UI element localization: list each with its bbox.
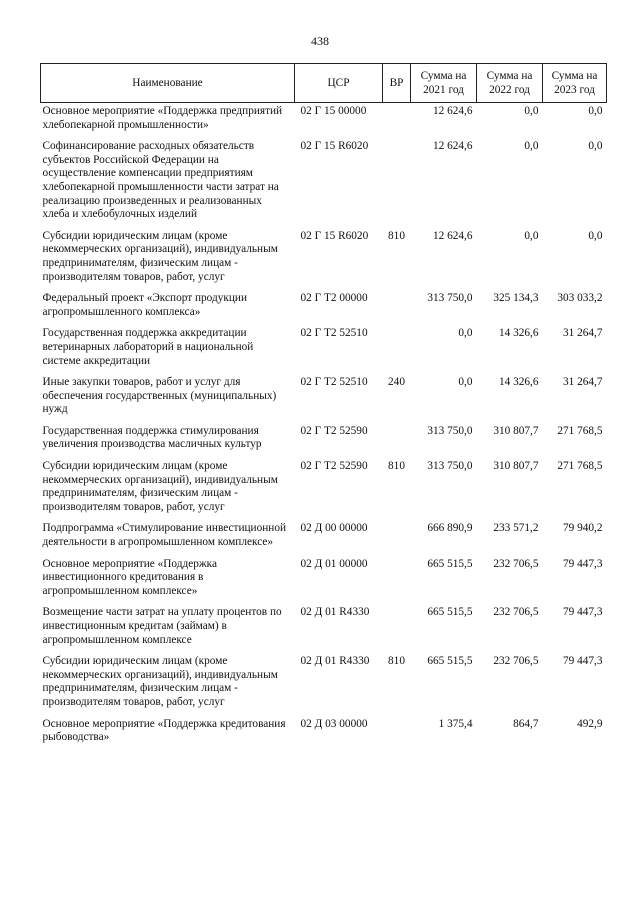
table-row bbox=[41, 555, 607, 604]
table-row bbox=[41, 227, 607, 289]
row-sum-2022: 0,0 bbox=[524, 140, 539, 153]
row-sum-2022: 14 326,6 bbox=[498, 327, 539, 340]
row-sum-2021: 313 750,0 bbox=[427, 292, 473, 305]
table-row bbox=[41, 603, 607, 652]
row-sum-2021: 665 515,5 bbox=[427, 557, 473, 570]
row-csr: 02 Д 03 00000 bbox=[300, 717, 368, 730]
row-name: Подпрограмма «Стимулирование инвестиционной деятельности в агропромышленном комплексе» bbox=[42, 522, 287, 549]
row-csr: 02 Г Т2 52510 bbox=[300, 376, 368, 389]
row-sum-2021: 0,0 bbox=[458, 376, 473, 389]
row-vr bbox=[383, 137, 411, 227]
row-csr: 02 Г Т2 52510 bbox=[300, 327, 368, 340]
row-name: Иные закупки товаров, работ и услуг для обеспечения государственных (муниципальных) нужд bbox=[42, 376, 277, 416]
table-row bbox=[41, 103, 607, 138]
row-name: Субсидии юридическим лицам (кроме некоммерческих организаций), индивидуальным предпринимателям, физическим лицам - производителям товаров, работ, услуг bbox=[42, 460, 278, 513]
row-sum-2022: 0,0 bbox=[524, 105, 539, 117]
row-name: Софинансирование расходных обязательств субъектов Российской Федерации на осуществление компенсации предприятиям хлебопекарной промышленности части затрат на реализацию произведенных и реализованных хлеба и хлебобулочных изделий bbox=[42, 140, 279, 221]
row-vr: 240 bbox=[388, 376, 405, 389]
header-name: Наименование bbox=[41, 64, 295, 103]
row-sum-2023: 79 447,3 bbox=[562, 606, 603, 619]
row-name: Государственная поддержка стимулирования увеличения производства масличных культур bbox=[42, 424, 262, 451]
row-sum-2022: 310 807,7 bbox=[493, 460, 539, 473]
row-csr: 02 Д 01 R4330 bbox=[300, 655, 370, 668]
row-name: Основное мероприятие «Поддержка кредитования рыбоводства» bbox=[42, 717, 286, 744]
row-sum-2023: 31 264,7 bbox=[562, 376, 603, 389]
table-row bbox=[41, 137, 607, 227]
row-sum-2023: 303 033,2 bbox=[557, 292, 603, 305]
header-sum-2023: Сумма на 2023 год bbox=[543, 64, 607, 103]
header-vr: ВР bbox=[383, 64, 411, 103]
row-sum-2022: 325 134,3 bbox=[493, 292, 539, 305]
row-sum-2023: 0,0 bbox=[588, 140, 603, 153]
row-sum-2021: 666 890,9 bbox=[427, 522, 473, 535]
row-csr: 02 Д 00 00000 bbox=[300, 522, 368, 535]
header-csr: ЦСР bbox=[295, 64, 383, 103]
row-sum-2021: 313 750,0 bbox=[427, 424, 473, 437]
row-sum-2021: 0,0 bbox=[458, 327, 473, 340]
row-vr bbox=[383, 519, 411, 554]
row-sum-2023: 0,0 bbox=[588, 105, 603, 117]
row-sum-2021: 12 624,6 bbox=[432, 140, 473, 153]
table-row bbox=[41, 652, 607, 714]
row-sum-2021: 12 624,6 bbox=[432, 229, 473, 242]
row-vr bbox=[383, 324, 411, 373]
row-sum-2021: 1 375,4 bbox=[438, 717, 473, 730]
row-sum-2021: 12 624,6 bbox=[432, 105, 473, 117]
row-sum-2023: 0,0 bbox=[588, 229, 603, 242]
table-row bbox=[41, 289, 607, 324]
row-csr: 02 Г Т2 52590 bbox=[300, 424, 368, 437]
row-name: Основное мероприятие «Поддержка предприятий хлебопекарной промышленности» bbox=[42, 105, 283, 131]
row-csr: 02 Г 15 R6020 bbox=[300, 229, 369, 242]
row-sum-2023: 79 940,2 bbox=[562, 522, 603, 535]
row-sum-2021: 665 515,5 bbox=[427, 655, 473, 668]
row-sum-2022: 0,0 bbox=[524, 229, 539, 242]
row-sum-2022: 233 571,2 bbox=[493, 522, 539, 535]
row-sum-2022: 232 706,5 bbox=[493, 606, 539, 619]
row-vr: 810 bbox=[388, 229, 405, 242]
row-csr: 02 Д 01 00000 bbox=[300, 557, 368, 570]
row-name: Федеральный проект «Экспорт продукции агропромышленного комплекса» bbox=[42, 292, 248, 318]
row-vr bbox=[383, 715, 411, 750]
table-row bbox=[41, 422, 607, 457]
row-sum-2023: 492,9 bbox=[577, 717, 603, 730]
row-csr: 02 Г 15 R6020 bbox=[300, 140, 369, 153]
row-sum-2023: 31 264,7 bbox=[562, 327, 603, 340]
row-vr bbox=[383, 103, 411, 138]
table-row bbox=[41, 457, 607, 519]
row-sum-2022: 864,7 bbox=[513, 717, 539, 730]
table-row bbox=[41, 519, 607, 554]
row-vr: 810 bbox=[388, 460, 405, 473]
budget-table-container bbox=[40, 63, 606, 750]
row-name: Государственная поддержка аккредитации ветеринарных лабораторий в национальной системе аккредитации bbox=[42, 327, 254, 367]
row-sum-2022: 232 706,5 bbox=[493, 655, 539, 668]
row-vr bbox=[383, 289, 411, 324]
row-vr bbox=[383, 603, 411, 652]
table-row bbox=[41, 373, 607, 422]
row-vr: 810 bbox=[388, 655, 405, 668]
row-name: Возмещение части затрат на уплату процентов по инвестиционным кредитам (займам) в агропромышленном комплексе bbox=[42, 606, 282, 646]
row-sum-2021: 665 515,5 bbox=[427, 606, 473, 619]
header-sum-2022: Сумма на 2022 год bbox=[477, 64, 543, 103]
row-sum-2021: 313 750,0 bbox=[427, 460, 473, 473]
page-number: 438 bbox=[311, 34, 329, 48]
table-row bbox=[41, 324, 607, 373]
row-sum-2023: 271 768,5 bbox=[557, 460, 603, 473]
row-sum-2023: 79 447,3 bbox=[562, 655, 603, 668]
row-sum-2023: 79 447,3 bbox=[562, 557, 603, 570]
header-sum-2021: Сумма на 2021 год bbox=[411, 64, 477, 103]
budget-table bbox=[40, 63, 607, 750]
row-csr: 02 Д 01 R4330 bbox=[300, 606, 370, 619]
table-header-row bbox=[41, 64, 607, 103]
row-sum-2022: 232 706,5 bbox=[493, 557, 539, 570]
row-name: Субсидии юридическим лицам (кроме некоммерческих организаций), индивидуальным предпринимателям, физическим лицам - производителям товаров, работ, услуг bbox=[42, 655, 278, 708]
row-vr bbox=[383, 555, 411, 604]
row-sum-2023: 271 768,5 bbox=[557, 424, 603, 437]
row-name: Основное мероприятие «Поддержка инвестиционного кредитования в агропромышленном комплексе» bbox=[42, 557, 218, 597]
row-csr: 02 Г Т2 52590 bbox=[300, 460, 368, 473]
row-name: Субсидии юридическим лицам (кроме некоммерческих организаций), индивидуальным предпринимателям, физическим лицам - производителям товаров, работ, услуг bbox=[42, 229, 278, 283]
row-csr: 02 Г Т2 00000 bbox=[300, 292, 368, 305]
table-row bbox=[41, 715, 607, 750]
row-sum-2022: 310 807,7 bbox=[493, 424, 539, 437]
row-vr bbox=[383, 422, 411, 457]
row-sum-2022: 14 326,6 bbox=[498, 376, 539, 389]
row-csr: 02 Г 15 00000 bbox=[300, 105, 367, 117]
